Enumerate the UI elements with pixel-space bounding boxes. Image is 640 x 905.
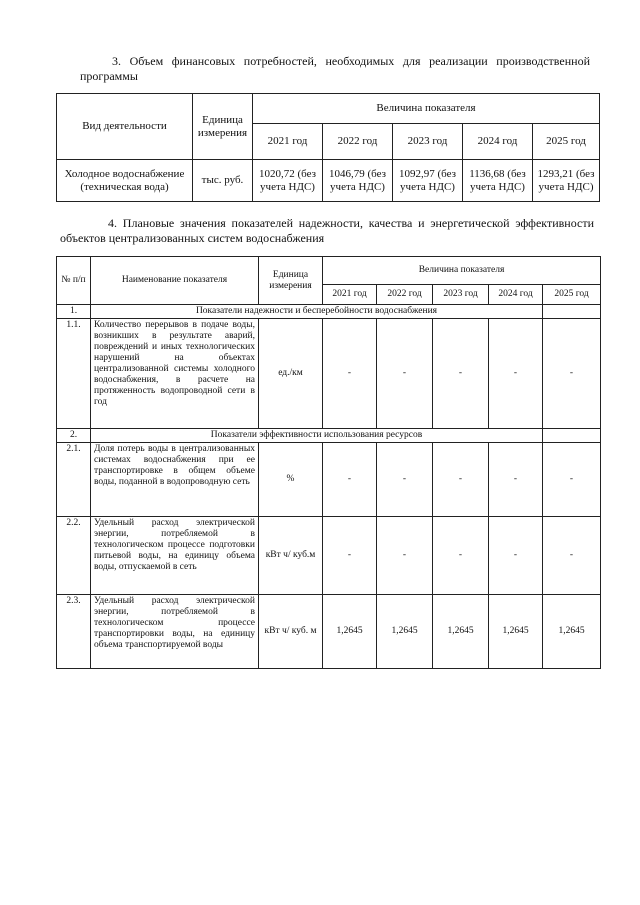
value-cell: 1,2645 [377, 595, 433, 669]
col-header-num: № п/п [57, 257, 91, 305]
value-cell: - [323, 517, 377, 595]
year-header: 2023 год [393, 124, 463, 160]
year-header: 2025 год [533, 124, 600, 160]
unit-cell: % [259, 443, 323, 517]
value-cell: - [377, 443, 433, 517]
value-cell: 1020,72 (без учета НДС) [253, 160, 323, 202]
value-cell: 1,2645 [433, 595, 489, 669]
indicator-name: Удельный расход электрической энергии, потребляемой в технологическом процессе транспортировки воды, на единицу объема транспортируемой воды [91, 595, 259, 669]
value-cell: - [543, 443, 601, 517]
year-header: 2022 год [323, 124, 393, 160]
section-title: Показатели надежности и бесперебойности водоснабжения [91, 305, 543, 319]
value-cell: 1092,97 (без учета НДС) [393, 160, 463, 202]
row-num: 2.3. [57, 595, 91, 669]
year-header: 2021 год [253, 124, 323, 160]
value-cell: 1,2645 [489, 595, 543, 669]
value-cell: - [543, 319, 601, 429]
table-row [57, 160, 600, 202]
col-header-unit: Единица измерения [193, 94, 253, 160]
year-header: 2022 год [377, 285, 433, 305]
indicator-name: Доля потерь воды в централизованных системах водоснабжения при ее транспортировке в общем объеме воды, поданной в водопроводную сеть [91, 443, 259, 517]
unit-cell: кВт ч/ куб. м [259, 595, 323, 669]
row-num: 1.1. [57, 319, 91, 429]
table-row [57, 517, 601, 595]
value-cell: 1,2645 [543, 595, 601, 669]
value-cell: - [489, 443, 543, 517]
section-num: 2. [57, 429, 91, 443]
section4-heading: 4. Плановые значения показателей надежности, качества и энергетической эффективности объектов централизованных систем водоснабжения [60, 216, 594, 245]
value-cell: - [489, 517, 543, 595]
value-cell: 1136,68 (без учета НДС) [463, 160, 533, 202]
section3-heading: 3. Объем финансовых потребностей, необходимых для реализации производственной программы [80, 54, 590, 83]
value-cell: 1,2645 [323, 595, 377, 669]
value-cell: - [433, 517, 489, 595]
value-cell: 1293,21 (без учета НДС) [533, 160, 600, 202]
table-row [57, 319, 601, 429]
table-row [57, 443, 601, 517]
reliability-indicators-table [56, 256, 601, 669]
row-num: 2.1. [57, 443, 91, 517]
value-cell: - [433, 443, 489, 517]
section-num: 1. [57, 305, 91, 319]
unit-cell: ед./км [259, 319, 323, 429]
value-cell: - [323, 443, 377, 517]
financial-needs-table [56, 93, 600, 202]
year-header: 2021 год [323, 285, 377, 305]
col-header-name: Наименование показателя [91, 257, 259, 305]
unit-cell: тыс. руб. [193, 160, 253, 202]
year-header: 2024 год [463, 124, 533, 160]
section-row [57, 305, 601, 319]
value-cell: - [433, 319, 489, 429]
col-header-activity: Вид деятельности [57, 94, 193, 160]
value-cell: - [543, 517, 601, 595]
col-header-value: Величина показателя [323, 257, 601, 285]
value-cell: - [323, 319, 377, 429]
year-header: 2025 год [543, 285, 601, 305]
year-header: 2023 год [433, 285, 489, 305]
row-num: 2.2. [57, 517, 91, 595]
activity-cell: Холодное водоснабжение (техническая вода) [57, 160, 193, 202]
value-cell: - [489, 319, 543, 429]
table-row [57, 595, 601, 669]
indicator-name: Удельный расход электрической энергии, потребляемой в технологическом процессе подготовки питьевой воды, на единицу объема воды, отпускаемой в сеть [91, 517, 259, 595]
indicator-name: Количество перерывов в подаче воды, возникших в результате аварий, повреждений и иных технологических нарушений на объектах централизованной системы холодного водоснабжения, в расчете на протяженность водопроводной сети в год [91, 319, 259, 429]
section-row [57, 429, 601, 443]
year-header: 2024 год [489, 285, 543, 305]
value-cell: - [377, 517, 433, 595]
value-cell: - [377, 319, 433, 429]
section-title: Показатели эффективности использования ресурсов [91, 429, 543, 443]
value-cell: 1046,79 (без учета НДС) [323, 160, 393, 202]
col-header-value: Величина показателя [253, 94, 600, 124]
unit-cell: кВт ч/ куб.м [259, 517, 323, 595]
col-header-unit: Единица измерения [259, 257, 323, 305]
